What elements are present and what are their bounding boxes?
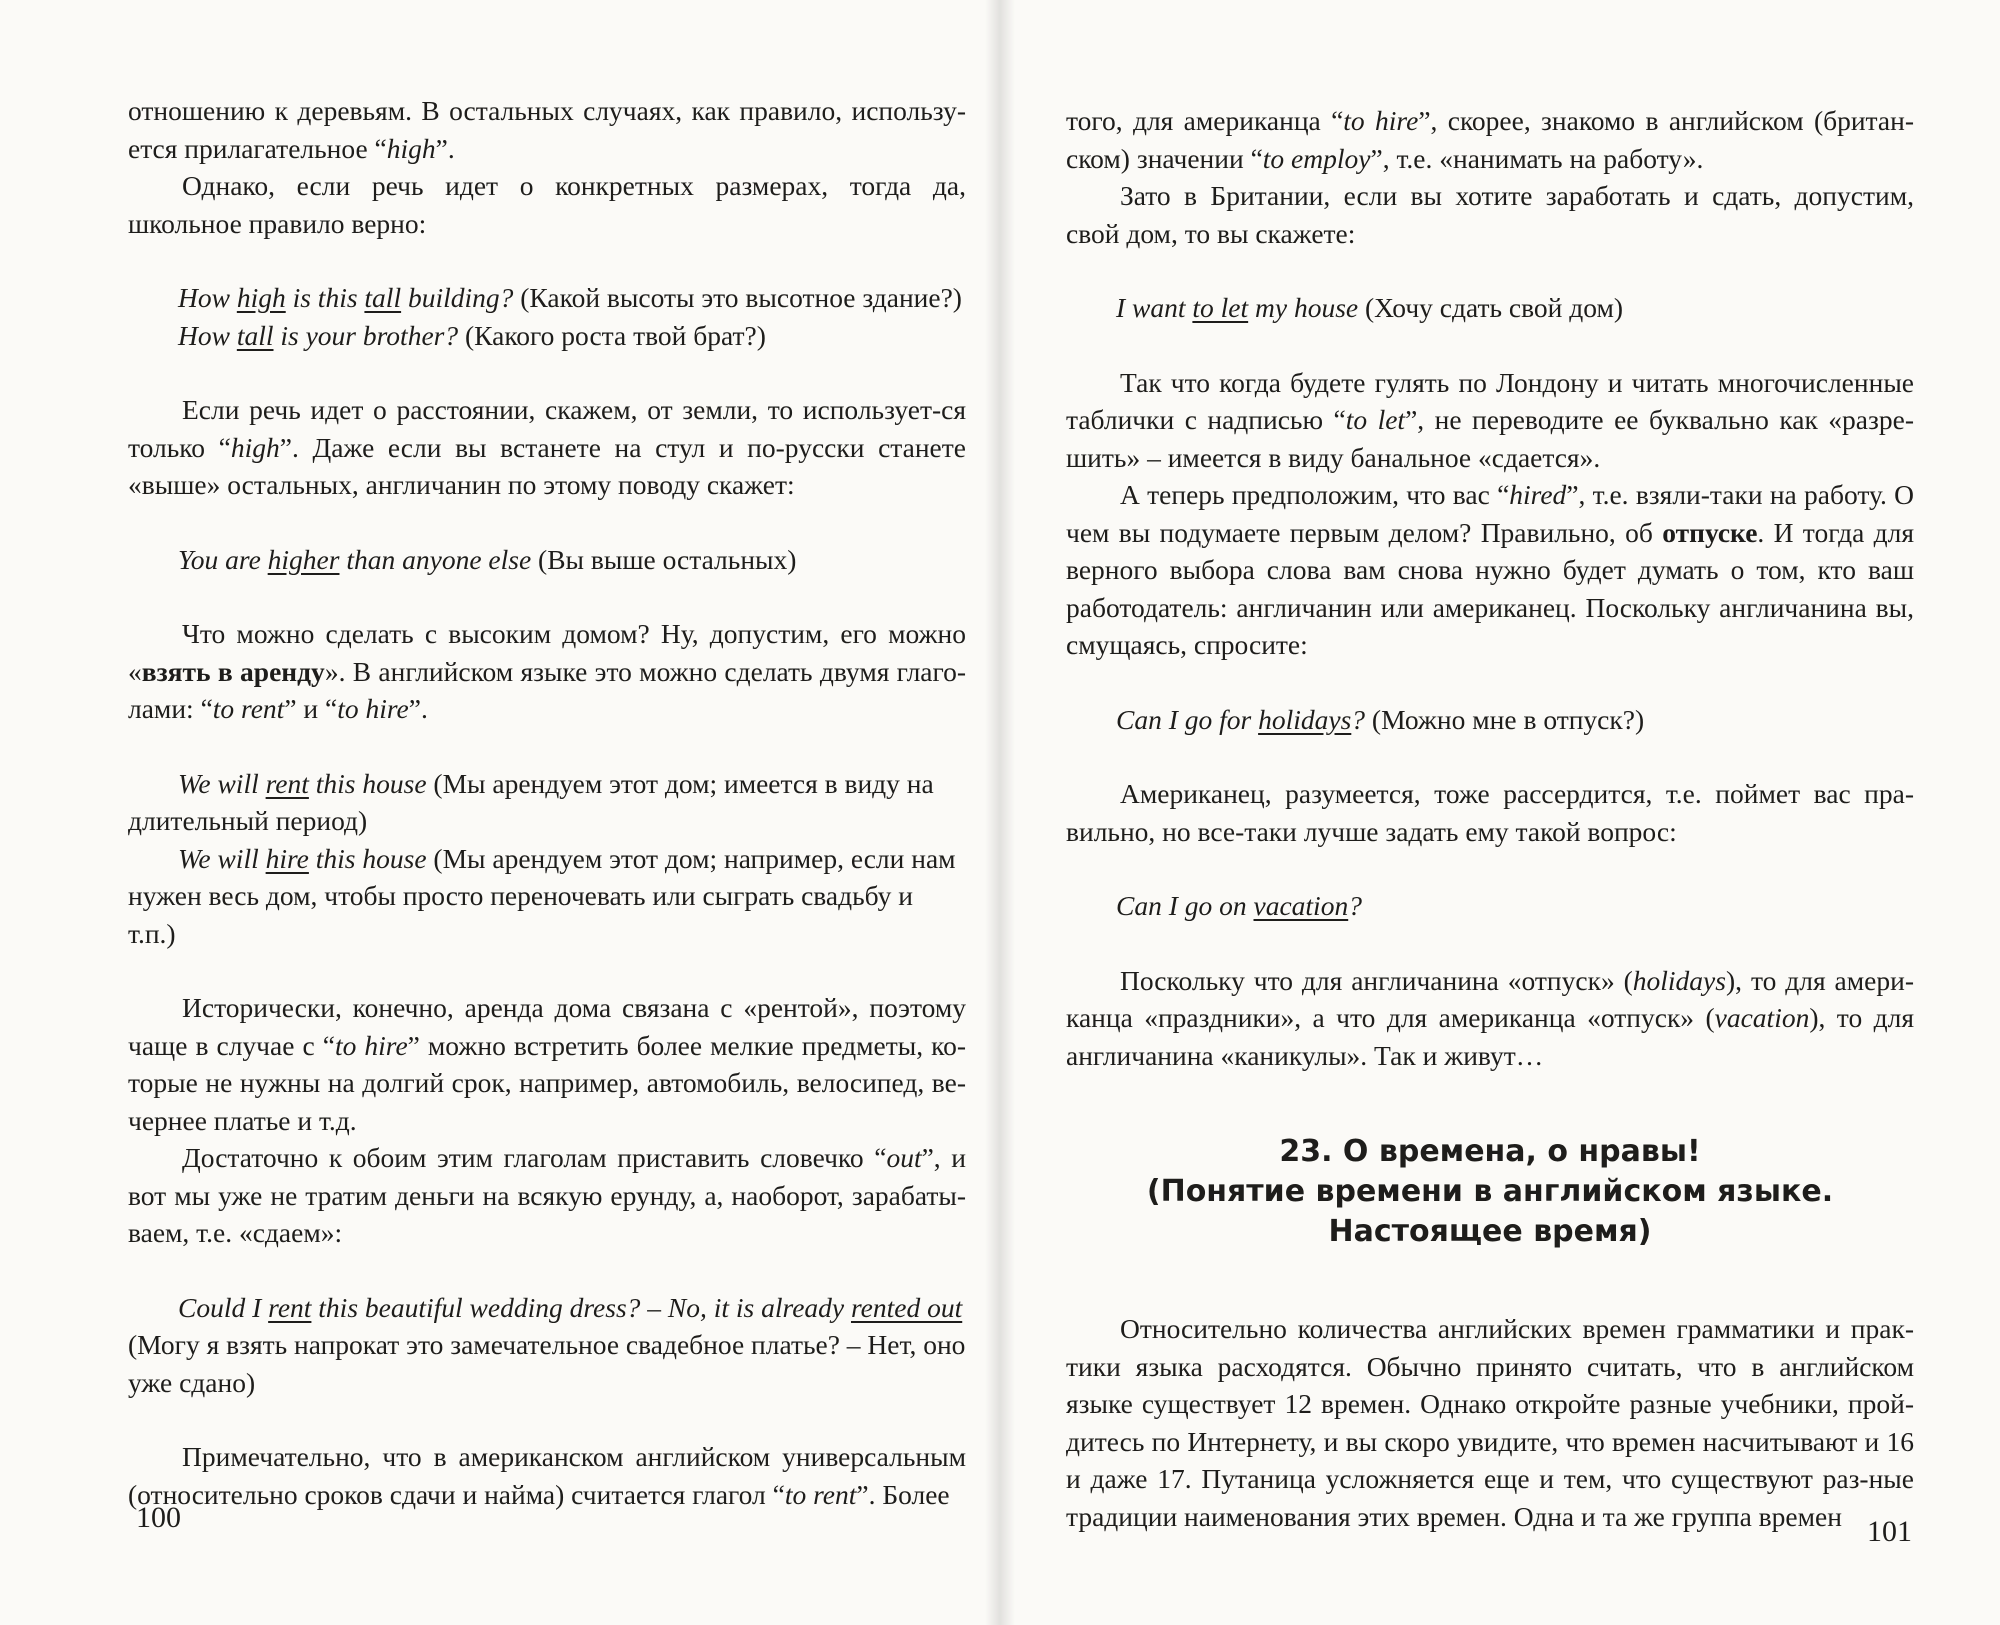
example: How high is this tall building? (Какой высоты это высотное здание?) [178,282,962,313]
paragraph: Что можно сделать с высоким домом? Ну, допустим, его можно «взять в аренду». В английском языке это можно сделать двумя глаго-лами: “to rent” и “to hire”. [128,618,966,724]
heading-line: (Понятие времени в английском языке. [1146,1174,1834,1209]
example: How tall is your brother? (Какого роста твой брат?) [178,319,766,351]
example: Can I go for holidays? (Можно мне в отпуск?) [1116,703,1645,735]
example: I want to let my house (Хочу сдать свой дом) [1116,292,1624,323]
right-page-text [1066,102,1914,1535]
paragraph: Американец, разумеется, тоже рассердится, т.е. поймет вас пра-вильно, но все-таки лучше задать ему такой вопрос: [1066,778,1914,847]
paragraph: Относительно количества английских времен грамматики и прак-тики языка расходятся. Обычно принято считать, что в английском языке существует 12 времен. Однако откройте разные учебники, прой-дитесь по Интернету, и вы скоро увидите, что времен насчитывают и 16 и даже 17. Путаница усложняется еще и тем, что существуют раз-ные традиции наименования этих времен. Одна и та же группа времен [1066,1313,1914,1532]
left-page-text [128,92,966,1513]
heading-line: 23. О времена, о нравы! [1279,1134,1701,1169]
paragraph: отношению к деревьям. В остальных случаях, как правило, использу-ется прилагательное “high”. [128,95,966,164]
example: Could I rent this beautiful wedding dress? – No, it is already rented out (Могу я взять напрокат это замечательное свадебное платье? – Нет, оно уже сдано) [128,1291,966,1398]
paragraph: Достаточно к обоим этим глаголам приставить словечко “out”, и вот мы уже не тратим деньги на всякую ерунду, а, наоборот, зарабаты-ваем, т.е. «сдаем»: [128,1142,966,1248]
page-number: 100 [136,1501,181,1534]
section-heading [1066,1132,1914,1252]
example: Can I go on vacation? [1116,890,1362,921]
paragraph: Поскольку что для англичанина «отпуск» (holidays), то для амери-канца «праздники», а что для американца «отпуск» (vacation), то для англичанина «каникулы». Так и живут… [1066,964,1914,1071]
example: We will hire this house (Мы арендуем этот дом; например, если нам нужен весь дом, чтобы просто переночевать или сыграть свадьбу и т.п.) [128,842,956,949]
paragraph: Зато в Британии, если вы хотите заработать и сдать, допустим, свой дом, то вы скажете: [1066,180,1914,249]
example: You are higher than anyone else (Вы выше остальных) [178,543,797,575]
page-number: 101 [1867,1515,1912,1548]
paragraph: Так что когда будете гулять по Лондону и читать многочисленные таблички с надписью “to let”, не переводите ее буквально как «разре-шить» – имеется в виду банальное «сдается». [1066,366,1914,473]
paragraph: Исторически, конечно, аренда дома связана с «рентой», поэтому чаще в случае с “to hire” можно встретить более мелкие предметы, ко-торые не нужны на долгий срок, например, автомобиль, велосипед, ве-чернее платье и т.д. [128,992,966,1136]
paragraph: Однако, если речь идет о конкретных размерах, тогда да, школьное правило верно: [128,170,966,239]
paragraph: А теперь предположим, что вас “hired”, т.е. взяли-таки на работу. О чем вы подумаете первым делом? Правильно, об отпуске. И тогда для верного выбора слова вам снова нужно будет думать о том, кто ваш работодатель: англичанин или американец. Поскольку англичанина вы, смущаясь, спросите: [1066,479,1914,660]
paragraph: того, для американца “to hire”, скорее, знакомо в английском (британ-ском) значении “to employ”, т.е. «нанимать на работу». [1066,105,1914,174]
example: We will rent this house (Мы арендуем этот дом; имеется в виду на длительный период) [128,767,934,836]
right-page [1000,0,2000,1625]
heading-line: Настоящее время) [1328,1214,1652,1249]
paragraph: Примечательно, что в американском английском универсальным (относительно сроков сдачи и найма) считается глагол “to rent”. Более [128,1441,966,1510]
paragraph: Если речь идет о расстоянии, скажем, от земли, то использует-ся только “high”. Даже если вы встанете на стул и по-русски станете «выше» остальных, англичанин по этому поводу скажет: [128,394,966,500]
